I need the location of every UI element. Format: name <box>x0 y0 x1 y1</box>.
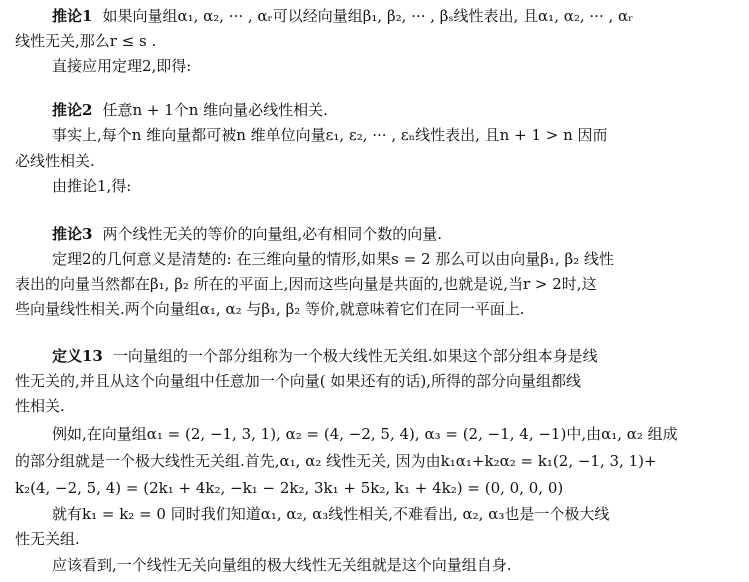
note-1: 直接应用定理2,即得: <box>52 57 192 75</box>
corollary-3-statement: 两个线性无关的等价的向量组,必有相同个数的向量. <box>102 225 442 243</box>
geometry-line-3: 些向量线性相关.两个向量组α₁, α₂ 与β₁, β₂ 等价,就意味着它们在同一平面上. <box>15 300 525 318</box>
definition-13-label: 定义13 <box>52 347 103 365</box>
corollary-1-statement: 如果向量组α₁, α₂, ··· , αᵣ可以经向量组β₁, β₂, ··· , βₛ线性表出, 且α₁, α₂, ··· , αᵣ <box>102 7 634 25</box>
corollary-2-statement: 任意n + 1个n 维向量必线性相关. <box>102 101 328 119</box>
definition-13-line-3: 性相关. <box>15 397 65 415</box>
definition-13-line-2: 性无关的,并且从这个向量组中任意加一个向量( 如果还有的话),所得的部分向量组都线 <box>15 372 582 390</box>
example-line-2: 的部分组就是一个极大线性无关组.首先,α₁, α₂ 线性无关, 因为由k₁α₁+k₂α₂ = k₁(2, −1, 3, 1)+ <box>15 452 657 470</box>
definition-13-statement: 一向量组的一个部分组称为一个极大线性无关组.如果这个部分组本身是线 <box>112 347 598 365</box>
corollary-2-line <box>52 100 328 120</box>
proof-2-line-2: 必线性相关. <box>15 152 95 170</box>
example-line-1: 例如,在向量组α₁ = (2, −1, 3, 1), α₂ = (4, −2, 5, 4), α₃ = (2, −1, 4, −1)中,由α₁, α₂ 组成 <box>52 425 678 443</box>
corollary-1-line-1 <box>52 6 633 26</box>
example-line-4: 就有k₁ = k₂ = 0 同时我们知道α₁, α₂, α₃线性相关,不难看出, α₂, α₃也是一个极大线 <box>52 505 610 523</box>
corollary-3-label: 推论3 <box>52 225 93 243</box>
corollary-2-label: 推论2 <box>52 101 93 119</box>
closing-line: 应该看到,一个线性无关向量组的极大线性无关组就是这个向量组自身. <box>52 556 512 574</box>
corollary-1-label: 推论1 <box>52 7 93 25</box>
geometry-line-2: 表出的向量当然都在β₁, β₂ 所在的平面上,因而这些向量是共面的,也就是说,当r > 2时,这 <box>15 275 597 293</box>
definition-13-line-1 <box>52 346 598 366</box>
corollary-3-line <box>52 224 442 244</box>
geometry-line-1: 定理2的几何意义是清楚的: 在三维向量的情形,如果s = 2 那么可以由向量β₁, β₂ 线性 <box>52 250 614 268</box>
corollary-1-line-2: 线性无关,那么r ≤ s . <box>15 32 157 50</box>
example-line-5: 性无关组. <box>15 530 80 548</box>
note-2: 由推论1,得: <box>52 177 132 195</box>
proof-2-line-1: 事实上,每个n 维向量都可被n 维单位向量ε₁, ε₂, ··· , εₙ线性表出, 且n + 1 > n 因而 <box>52 126 608 144</box>
example-line-3: k₂(4, −2, 5, 4) = (2k₁ + 4k₂, −k₁ − 2k₂, 3k₁ + 5k₂, k₁ + 4k₂) = (0, 0, 0, 0) <box>15 479 564 497</box>
